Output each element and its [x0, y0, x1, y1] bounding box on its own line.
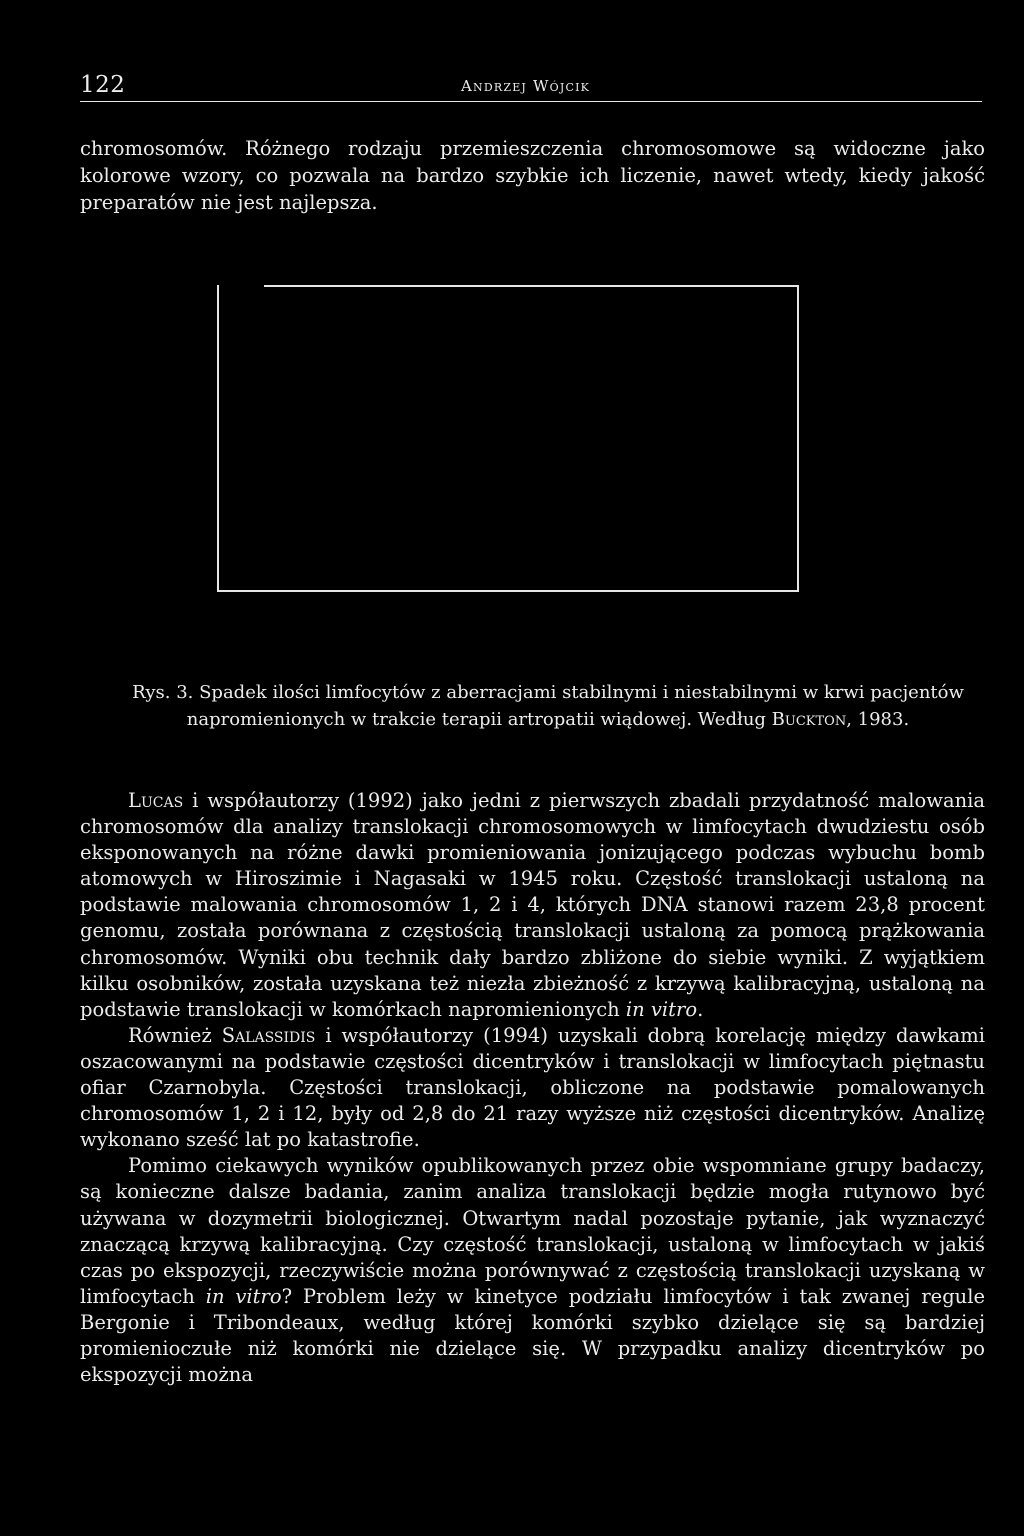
author-name: Lucas	[128, 789, 184, 812]
paragraph-lead: Również	[128, 1023, 222, 1047]
italic-term: in vitro	[625, 997, 698, 1021]
paragraph-lucas	[80, 788, 985, 1023]
body-text	[80, 788, 985, 1388]
figure-caption-year: , 1983.	[846, 709, 910, 730]
figure-caption-text: Rys. 3. Spadek ilości limfocytów z aberracjami stabilnymi i niestabilnymi w krwi pacjentów napromienionych w trakcie terapii artropatii wiądowej. Według	[132, 682, 964, 730]
figure-frame	[217, 285, 799, 592]
intro-paragraph: chromosomów. Różnego rodzaju przemieszczenia chromosomowe są widoczne jako kolorowe wzory, co pozwala na bardzo szybkie ich liczenie, nawet wtedy, kiedy jakość preparatów nie jest najlepsza.	[80, 137, 985, 214]
italic-term: in vitro	[205, 1284, 282, 1308]
author-name: Salassidis	[221, 1023, 316, 1047]
header-rule	[80, 101, 982, 102]
paragraph-text: i współautorzy (1994) uzyskali dobrą korelację między dawkami oszacowanymi na podstawie częstości dicentryków i translokacji w limfocytach piętnastu ofiar Czarnobyla. Częstości translokacji, obliczone na podstawie pomalowanych chromosomów 1, 2 i 12, były od 2,8 do 21 razy wyższe niż częstości dicentryków. Analizę wykonano sześć lat po katastrofie.	[80, 1023, 985, 1152]
paragraph-text: ? Problem leży w kinetyce podziału limfocytów i tak zwanej regule Bergonie i Tribondeaux, według której komórki szybko dzielące się są bardziej promienioczułe niż komórki nie dzielące się. W przypadku analizy dicentryków po ekspozycji można	[80, 1284, 986, 1387]
paragraph-text: Pomimo ciekawych wyników opublikowanych przez obie wspomniane grupy badaczy, są konieczne dalsze badania, zanim analiza translokacji będzie mogła rutynowo być używana w dozymetrii biologicznej. Otwartym nadal pozostaje pytanie, jak wyznaczyć znaczącą krzywą kalibracyjną. Czy częstość translokacji, ustaloną w limfocytach w jakiś czas po ekspozycji, rzeczywiście można porównywać z częstością translokacji uzyskaną w limfocytach	[80, 1154, 985, 1308]
paragraph-text: .	[697, 997, 704, 1021]
paragraph-pomimo	[80, 1153, 985, 1388]
running-head: Andrzej Wójcik	[461, 77, 591, 95]
paragraph-text: i współautorzy (1992) jako jedni z pierwszych zbadali przydatność malowania chromosomów dla analizy translokacji chromosomowych w limfocytach dwudziestu osób eksponowanych na różne dawki promieniowania jonizującego podczas wybuchu bomb atomowych w Hiroszimie i Nagasaki w 1945 roku. Częstość translokacji ustaloną na podstawie malowania chromosomów 1, 2 i 4, których DNA stanowi razem 23,8 procent genomu, została porównana z częstością translokacji ustaloną za pomocą prążkowania chromosomów. Wyniki obu technik dały bardzo zbliżone do siebie wyniki. Z wyjątkiem kilku osobników, została uzyskana też niezła zbieżność z krzywą kalibracyjną, ustaloną na podstawie translokacji w komórkach napromienionych	[80, 789, 985, 1021]
figure-caption-author: Buckton	[771, 709, 847, 730]
figure-top-line	[264, 285, 798, 287]
paragraph-salassidis	[80, 1023, 985, 1153]
page-number: 122	[80, 72, 126, 98]
figure-caption	[118, 679, 978, 733]
